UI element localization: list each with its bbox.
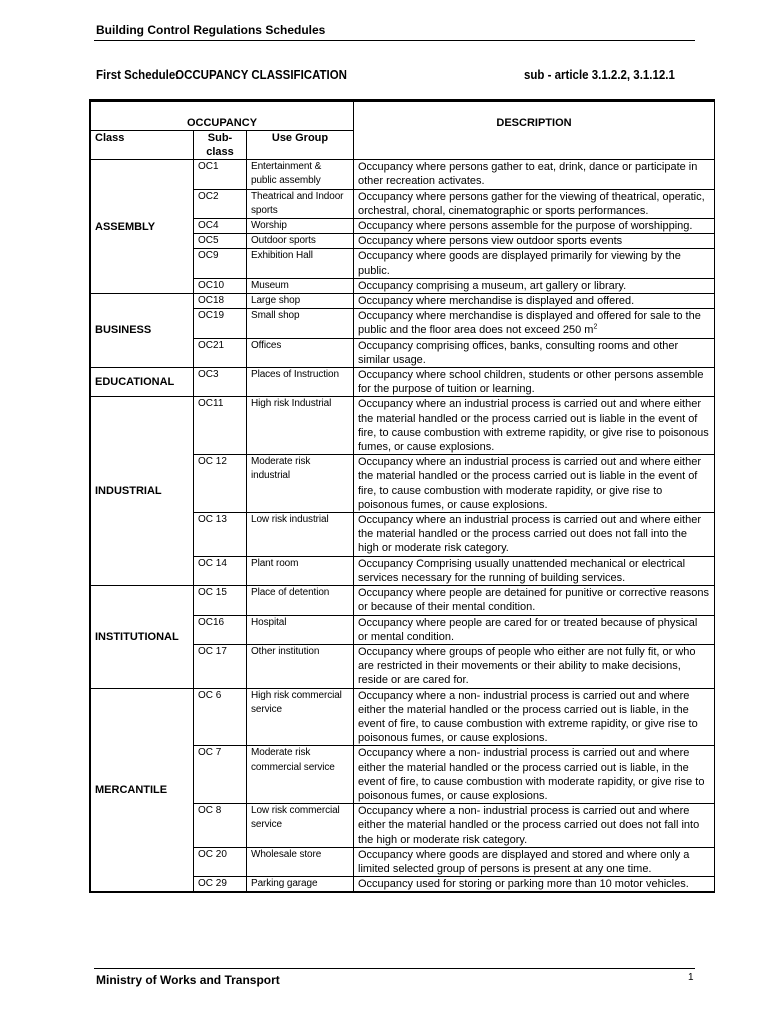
use-group-cell: Moderate risk commercial service [247,746,354,804]
subclass-cell: OC19 [194,309,247,338]
description-cell [354,219,715,234]
table-body [91,160,715,892]
occupancy-classification-table [90,101,715,892]
use-group-cell: Low risk commercial service [247,804,354,848]
description-text: Occupancy where persons gather to eat, drink, dance or participate in other recreation activates. [358,161,698,188]
subclass-cell: OC1 [194,160,247,189]
class-cell: MERCANTILE [91,688,194,892]
description-cell [354,804,715,848]
header-rule [94,40,695,41]
subclass-cell: OC 29 [194,877,247,892]
subclass-cell: OC 8 [194,804,247,848]
description-text: Occupancy comprising offices, banks, consulting rooms and other similar usage. [358,339,679,366]
header-use-group: Use Group [247,131,354,160]
use-group-cell: Other institution [247,644,354,688]
subclass-cell: OC 20 [194,847,247,876]
subclass-cell: OC 14 [194,556,247,585]
description-cell [354,877,715,892]
description-cell [354,455,715,513]
superscript: 2 [593,323,598,331]
description-text: Occupancy Comprising usually unattended mechanical or electrical services necessary for the running of building services. [358,557,686,584]
description-text: Occupancy where an industrial process is carried out and where either the material handled or the process carried out is liable in the event of fire, to cause combustion with extreme rapidity, or give rise to poisonous fumes, or cause explosions. [358,398,709,454]
subclass-cell: OC5 [194,234,247,249]
table-row [91,160,715,189]
footer-rule [94,968,695,969]
description-cell [354,249,715,278]
subclass-cell: OC 7 [194,746,247,804]
use-group-cell: Entertainment & public assembly [247,160,354,189]
use-group-cell: Places of Instruction [247,368,354,397]
document-header-title: Building Control Regulations Schedules [96,23,326,37]
use-group-cell: Outdoor sports [247,234,354,249]
description-cell [354,278,715,293]
subarticle-reference: sub - article 3.1.2.2, 3.1.12.1 [524,68,675,82]
description-text: Occupancy where people are detained for punitive or corrective reasons or because of their mental condition. [358,587,709,614]
subclass-cell: OC3 [194,368,247,397]
description-cell [354,746,715,804]
schedule-label: First Schedule: [96,68,180,82]
use-group-cell: Place of detention [247,586,354,615]
header-occupancy: OCCUPANCY [91,102,354,131]
description-cell [354,615,715,644]
description-cell [354,160,715,189]
use-group-cell: High risk Industrial [247,397,354,455]
description-cell [354,397,715,455]
description-cell [354,513,715,557]
description-text: Occupancy used for storing or parking more than 10 motor vehicles. [358,878,689,891]
subclass-cell: OC9 [194,249,247,278]
use-group-cell: Theatrical and Indoor sports [247,189,354,218]
table-header-row-top [91,102,715,131]
subclass-cell: OC 6 [194,688,247,746]
use-group-cell: Small shop [247,309,354,338]
subclass-cell: OC2 [194,189,247,218]
description-text: Occupancy where a non- industrial process is carried out and where either the material handled or the process carried out is liable, in the event of fire, to cause combustion with moderate rapidity, or give rise to poisonous fumes, or cause explosions. [358,747,705,802]
table-row [91,294,715,309]
description-cell [354,586,715,615]
class-cell: EDUCATIONAL [91,368,194,397]
description-text: Occupancy where a non- industrial process is carried out and where either the material handled or the process carried out is liable, in the event of fire, to cause combustion with extreme rapidity, or give rise to poisonous fumes, or cause explosions. [358,689,698,745]
description-text: Occupancy where school children, students or other persons assemble for the purpose of tuition or learning. [358,369,704,396]
table-row [91,586,715,615]
class-cell: BUSINESS [91,294,194,368]
description-cell [354,368,715,397]
description-text: Occupancy where goods are displayed primarily for viewing by the public. [358,250,681,277]
description-cell [354,556,715,585]
header-subclass: Sub-class [194,131,247,160]
description-text: Occupancy where a non- industrial process is carried out and where either the material handled or the process carried out does not fall into the high or moderate risk category. [358,805,700,846]
description-cell [354,189,715,218]
description-cell [354,338,715,367]
class-cell: INDUSTRIAL [91,397,194,586]
use-group-cell: Exhibition Hall [247,249,354,278]
description-cell [354,294,715,309]
subclass-cell: OC16 [194,615,247,644]
use-group-cell: High risk commercial service [247,688,354,746]
use-group-cell: Low risk industrial [247,513,354,557]
description-cell [354,847,715,876]
description-text: Occupancy where merchandise is displayed and offered. [358,295,635,308]
description-text: Occupancy where an industrial process is carried out and where either the material handled or the process carried out does not fall into the high or moderate risk category. [358,514,702,555]
table-row [91,368,715,397]
subclass-cell: OC 15 [194,586,247,615]
description-cell [354,234,715,249]
use-group-cell: Museum [247,278,354,293]
description-text: Occupancy where persons assemble for the purpose of worshipping. [358,220,693,233]
class-cell: ASSEMBLY [91,160,194,294]
use-group-cell: Hospital [247,615,354,644]
description-cell [354,644,715,688]
footer-title: Ministry of Works and Transport [96,973,280,987]
subclass-cell: OC 12 [194,455,247,513]
class-cell: INSTITUTIONAL [91,586,194,688]
use-group-cell: Worship [247,219,354,234]
use-group-cell: Moderate risk industrial [247,455,354,513]
description-text: Occupancy where persons gather for the viewing of theatrical, operatic, orchestral, choral, cinematographic or sports performances. [358,190,705,217]
description-text: Occupancy where merchandise is displayed and offered for sale to the public and the floor area does not exceed 250 m [358,310,701,337]
use-group-cell: Wholesale store [247,847,354,876]
use-group-cell: Offices [247,338,354,367]
header-class: Class [91,131,194,160]
subclass-cell: OC21 [194,338,247,367]
use-group-cell: Plant room [247,556,354,585]
description-cell [354,688,715,746]
subclass-cell: OC11 [194,397,247,455]
subclass-cell: OC 17 [194,644,247,688]
description-cell [354,309,715,338]
table-row [91,397,715,455]
schedule-title: OCCUPANCY CLASSIFICATION [175,68,347,82]
description-text: Occupancy where groups of people who either are not fully fit, or who are restricted in their movements or their ability to make decisions, reside or are cared for. [358,645,696,687]
use-group-cell: Parking garage [247,877,354,892]
subclass-cell: OC 13 [194,513,247,557]
description-text: Occupancy comprising a museum, art gallery or library. [358,279,627,292]
page-number: 1 [688,972,694,983]
description-text: Occupancy where persons view outdoor sports events [358,235,623,248]
description-text: Occupancy where goods are displayed and stored and where only a limited selected group of persons is present at any one time. [358,848,690,875]
table-row [91,688,715,746]
subclass-cell: OC10 [194,278,247,293]
use-group-cell: Large shop [247,294,354,309]
subclass-cell: OC18 [194,294,247,309]
description-text: Occupancy where an industrial process is carried out and where either the material handled or the process carried out is liable in the event of fire, to cause combustion with moderate rapidity, or give rise to poisonous fumes, or cause explosions. [358,456,702,511]
subclass-cell: OC4 [194,219,247,234]
occupancy-table-container [89,99,715,893]
description-text: Occupancy where people are cared for or treated because of physical or mental condition. [358,616,698,643]
header-description: DESCRIPTION [354,102,715,160]
